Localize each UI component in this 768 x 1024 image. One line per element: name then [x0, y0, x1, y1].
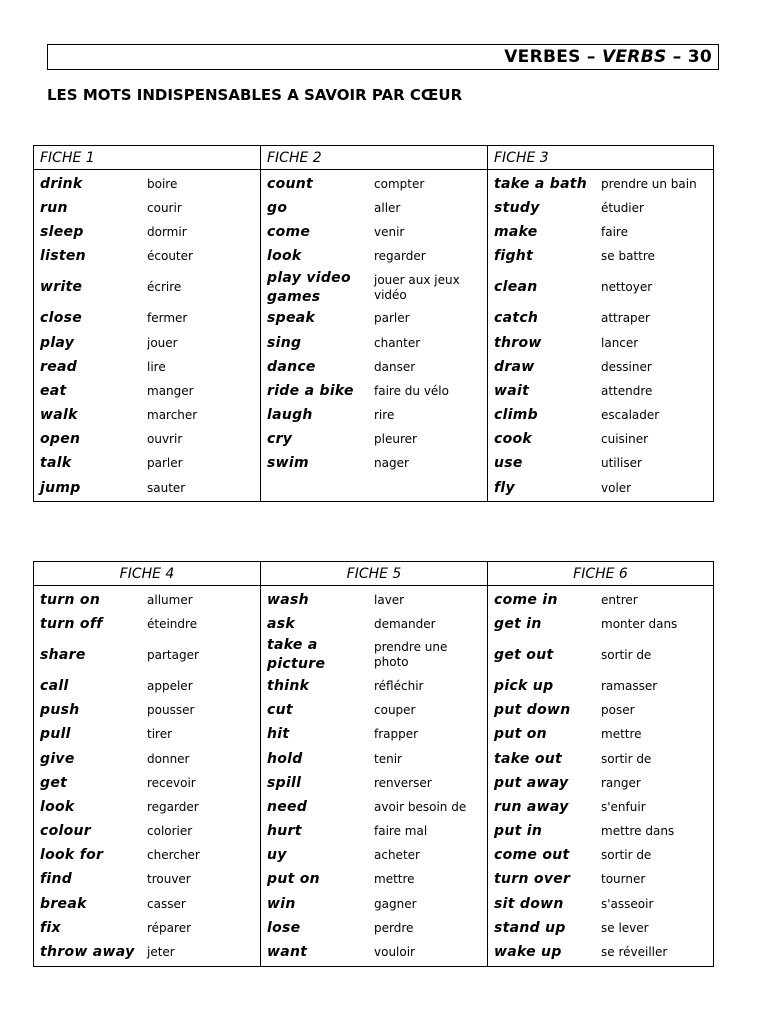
french-translation: faire — [601, 224, 628, 239]
english-verb: find — [40, 871, 73, 888]
french-translation: dormir — [147, 224, 187, 239]
french-translation: avoir besoin de — [374, 799, 467, 814]
vocab-row — [34, 331, 260, 355]
french-translation: aller — [374, 200, 401, 215]
vocab-row — [488, 747, 713, 771]
english-verb: pick up — [494, 677, 554, 694]
english-verb: call — [40, 677, 69, 694]
french-translation: prendre un bain — [601, 176, 697, 191]
english-verb: win — [267, 895, 296, 912]
vocab-row — [261, 196, 487, 220]
vocab-row — [261, 747, 487, 771]
english-verb: ask — [267, 615, 295, 632]
vocab-column — [34, 170, 261, 502]
english-verb: come in — [494, 591, 558, 608]
vocab-row — [261, 844, 487, 868]
vocab-row — [488, 844, 713, 868]
vocab-row — [488, 699, 713, 723]
vocab-row — [261, 379, 487, 403]
french-translation: sauter — [147, 480, 186, 495]
english-verb: look — [267, 248, 302, 265]
english-verb: jump — [40, 479, 81, 496]
french-translation: fermer — [147, 311, 188, 326]
french-translation: jouer — [147, 335, 178, 350]
english-verb: stand up — [494, 919, 566, 936]
vocab-row — [261, 699, 487, 723]
page-title-suffix: – 30 — [666, 47, 712, 67]
page-subtitle: LES MOTS INDISPENSABLES A SAVOIR PAR CŒUR — [47, 86, 463, 104]
vocab-row — [34, 892, 260, 916]
vocab-row — [488, 771, 713, 795]
english-verb: turn on — [40, 591, 101, 608]
english-verb: look for — [40, 847, 104, 864]
vocab-row — [34, 868, 260, 892]
vocab-row — [488, 820, 713, 844]
english-verb: write — [40, 279, 83, 296]
french-translation: attendre — [601, 383, 653, 398]
vocab-row — [261, 940, 487, 964]
english-verb: study — [494, 199, 540, 216]
english-verb: hold — [267, 750, 303, 767]
french-translation: sortir de — [601, 751, 652, 766]
french-translation: venir — [374, 224, 405, 239]
french-translation: poser — [601, 703, 635, 718]
french-translation: escalader — [601, 408, 660, 423]
vocab-row — [34, 844, 260, 868]
english-verb: take out — [494, 750, 562, 767]
french-translation: donner — [147, 751, 190, 766]
english-verb: ride a bike — [267, 382, 354, 399]
english-verb: wash — [267, 591, 309, 608]
french-translation: ramasser — [601, 678, 658, 693]
english-verb: push — [40, 702, 80, 719]
vocab-row — [488, 269, 713, 307]
vocab-row — [261, 355, 487, 379]
french-translation: écouter — [147, 249, 193, 264]
vocab-row — [261, 245, 487, 269]
vocab-row — [34, 940, 260, 964]
vocab-row — [261, 588, 487, 612]
french-translation: courir — [147, 200, 182, 215]
english-verb: throw away — [40, 944, 135, 961]
english-verb: turn over — [494, 871, 571, 888]
vocab-row — [488, 331, 713, 355]
french-translation: cuisiner — [601, 432, 649, 447]
vocab-row — [261, 404, 487, 428]
french-translation: rire — [374, 408, 395, 423]
column-header: FICHE 2 — [261, 146, 488, 170]
vocab-row — [488, 307, 713, 331]
french-translation: jeter — [147, 945, 175, 960]
french-translation: attraper — [601, 311, 650, 326]
french-translation: s'enfuir — [601, 799, 646, 814]
english-verb: swim — [267, 455, 309, 472]
vocab-row — [34, 795, 260, 819]
english-verb: go — [267, 199, 288, 216]
french-translation: éteindre — [147, 616, 198, 631]
english-verb: catch — [494, 310, 539, 327]
vocab-row — [488, 404, 713, 428]
vocab-row — [34, 747, 260, 771]
english-verb: sleep — [40, 223, 84, 240]
vocab-row — [34, 476, 260, 500]
french-translation: pousser — [147, 703, 195, 718]
vocab-row — [261, 172, 487, 196]
english-verb: play — [40, 334, 75, 351]
english-verb: eat — [40, 382, 67, 399]
vocab-row — [34, 404, 260, 428]
page-title-prefix: VERBES – — [504, 47, 602, 67]
english-verb: speak — [267, 310, 316, 327]
vocab-row — [488, 355, 713, 379]
french-translation: compter — [374, 176, 425, 191]
english-verb: spill — [267, 774, 302, 791]
english-verb: want — [267, 944, 308, 961]
english-verb: run — [40, 199, 68, 216]
vocab-row — [488, 588, 713, 612]
english-verb: put away — [494, 774, 569, 791]
vocab-row — [488, 476, 713, 500]
vocab-row — [488, 172, 713, 196]
french-translation: boire — [147, 176, 178, 191]
french-translation: regarder — [147, 799, 199, 814]
vocab-row — [488, 868, 713, 892]
french-translation: gagner — [374, 896, 417, 911]
french-translation: perdre — [374, 920, 414, 935]
english-verb: colour — [40, 823, 92, 840]
french-translation: tourner — [601, 872, 646, 887]
french-translation: ouvrir — [147, 432, 183, 447]
vocab-row — [488, 940, 713, 964]
vocab-row — [488, 674, 713, 698]
french-translation: partager — [147, 647, 199, 662]
english-verb: uy — [267, 847, 287, 864]
french-translation: vouloir — [374, 945, 415, 960]
vocab-row — [261, 331, 487, 355]
english-verb: play video games — [267, 269, 351, 305]
vocab-row — [261, 892, 487, 916]
english-verb: put on — [267, 871, 320, 888]
english-verb: come out — [494, 847, 570, 864]
french-translation: trouver — [147, 872, 191, 887]
french-translation: nager — [374, 456, 409, 471]
french-translation: jouer aux jeux vidéo — [374, 272, 460, 302]
vocab-row — [261, 795, 487, 819]
french-translation: écrire — [147, 280, 182, 295]
french-translation: utiliser — [601, 456, 642, 471]
french-translation: sortir de — [601, 647, 652, 662]
vocab-row — [261, 868, 487, 892]
vocab-row — [488, 723, 713, 747]
column-header: FICHE 6 — [488, 562, 714, 586]
english-verb: take a bath — [494, 175, 588, 192]
english-verb: close — [40, 310, 83, 327]
english-verb: need — [267, 798, 308, 815]
english-verb: count — [267, 175, 314, 192]
french-translation: faire du vélo — [374, 383, 449, 398]
french-translation: parler — [147, 456, 183, 471]
french-translation: recevoir — [147, 775, 196, 790]
english-verb: share — [40, 646, 86, 663]
french-translation: réparer — [147, 920, 192, 935]
column-header: FICHE 3 — [488, 146, 714, 170]
english-verb: pull — [40, 726, 71, 743]
french-translation: mettre — [601, 727, 642, 742]
french-translation: laver — [374, 592, 405, 607]
french-translation: chanter — [374, 335, 421, 350]
english-verb: wait — [494, 382, 530, 399]
english-verb: draw — [494, 358, 535, 375]
french-translation: sortir de — [601, 848, 652, 863]
english-verb: throw — [494, 334, 542, 351]
french-translation: s'asseoir — [601, 896, 654, 911]
vocab-row — [34, 245, 260, 269]
vocab-row — [34, 771, 260, 795]
vocab-row — [261, 916, 487, 940]
french-translation: nettoyer — [601, 280, 653, 295]
vocab-row — [261, 612, 487, 636]
french-translation: frapper — [374, 727, 419, 742]
english-verb: hurt — [267, 823, 302, 840]
french-translation: lire — [147, 359, 166, 374]
english-verb: put on — [494, 726, 547, 743]
french-translation: colorier — [147, 824, 193, 839]
vocab-row — [34, 820, 260, 844]
vocab-row — [488, 220, 713, 244]
vocab-row — [261, 636, 487, 674]
french-translation: appeler — [147, 678, 193, 693]
french-translation: voler — [601, 480, 632, 495]
column-header: FICHE 1 — [34, 146, 261, 170]
vocab-row — [261, 771, 487, 795]
french-translation: tirer — [147, 727, 173, 742]
english-verb: listen — [40, 248, 86, 265]
vocab-row — [488, 612, 713, 636]
english-verb: lose — [267, 919, 301, 936]
english-verb: fight — [494, 248, 534, 265]
french-translation: se lever — [601, 920, 649, 935]
french-translation: chercher — [147, 848, 200, 863]
english-verb: get out — [494, 646, 554, 663]
french-translation: allumer — [147, 592, 193, 607]
page-header-box — [47, 44, 719, 70]
column-header: FICHE 5 — [261, 562, 488, 586]
vocab-row — [488, 636, 713, 674]
english-verb: think — [267, 677, 310, 694]
french-translation: renverser — [374, 775, 432, 790]
vocab-row — [34, 723, 260, 747]
french-translation: lancer — [601, 335, 639, 350]
english-verb: give — [40, 750, 75, 767]
french-translation: dessiner — [601, 359, 652, 374]
vocab-column — [488, 586, 714, 967]
vocab-row — [34, 636, 260, 674]
vocab-row — [261, 269, 487, 307]
vocab-row — [34, 588, 260, 612]
vocab-row — [261, 723, 487, 747]
english-verb: talk — [40, 455, 72, 472]
vocab-row — [34, 379, 260, 403]
vocab-row — [34, 428, 260, 452]
vocab-row — [261, 674, 487, 698]
vocab-row — [488, 892, 713, 916]
french-translation: couper — [374, 703, 416, 718]
english-verb: make — [494, 223, 538, 240]
french-translation: regarder — [374, 249, 426, 264]
vocab-row — [34, 196, 260, 220]
vocab-row — [34, 355, 260, 379]
english-verb: hit — [267, 726, 290, 743]
english-verb: turn off — [40, 615, 103, 632]
english-verb: cut — [267, 702, 293, 719]
english-verb: cry — [267, 431, 293, 448]
vocab-row — [34, 172, 260, 196]
french-translation: parler — [374, 311, 410, 326]
french-translation: entrer — [601, 592, 638, 607]
english-verb: take a picture — [267, 637, 326, 673]
vocab-row — [488, 452, 713, 476]
english-verb: break — [40, 895, 87, 912]
vocab-row — [34, 307, 260, 331]
english-verb: fix — [40, 919, 61, 936]
french-translation: mettre dans — [601, 824, 675, 839]
french-translation: ranger — [601, 775, 641, 790]
english-verb: get in — [494, 615, 542, 632]
english-verb: put down — [494, 702, 571, 719]
french-translation: étudier — [601, 200, 644, 215]
vocab-row — [34, 269, 260, 307]
french-translation: demander — [374, 616, 436, 631]
vocab-table-1 — [33, 145, 714, 502]
column-header: FICHE 4 — [34, 562, 261, 586]
vocab-table-2 — [33, 561, 714, 967]
french-translation: marcher — [147, 408, 198, 423]
english-verb: clean — [494, 279, 538, 296]
vocab-row — [34, 612, 260, 636]
english-verb: sing — [267, 334, 302, 351]
french-translation: manger — [147, 383, 194, 398]
french-translation: tenir — [374, 751, 402, 766]
vocab-row — [34, 674, 260, 698]
french-translation: acheter — [374, 848, 420, 863]
french-translation: mettre — [374, 872, 415, 887]
english-verb: climb — [494, 407, 539, 424]
french-translation: faire mal — [374, 824, 428, 839]
english-verb: wake up — [494, 944, 562, 961]
english-verb: use — [494, 455, 523, 472]
vocab-row — [34, 220, 260, 244]
french-translation: se réveiller — [601, 945, 668, 960]
vocab-row — [488, 196, 713, 220]
vocab-row — [261, 452, 487, 476]
english-verb: sit down — [494, 895, 564, 912]
french-translation: se battre — [601, 249, 655, 264]
vocab-column — [261, 586, 488, 967]
english-verb: walk — [40, 407, 78, 424]
english-verb: get — [40, 774, 68, 791]
english-verb: put in — [494, 823, 543, 840]
english-verb: cook — [494, 431, 533, 448]
vocab-row — [261, 220, 487, 244]
english-verb: open — [40, 431, 81, 448]
vocab-row — [261, 820, 487, 844]
french-translation: monter dans — [601, 616, 678, 631]
english-verb: run away — [494, 798, 569, 815]
vocab-row — [488, 916, 713, 940]
vocab-row — [488, 428, 713, 452]
vocab-row — [261, 307, 487, 331]
french-translation: danser — [374, 359, 416, 374]
vocab-row — [261, 428, 487, 452]
page-title — [504, 47, 712, 67]
french-translation: prendre une photo — [374, 640, 448, 670]
vocab-column — [261, 170, 488, 502]
vocab-row — [34, 699, 260, 723]
english-verb: drink — [40, 175, 83, 192]
vocab-row — [488, 245, 713, 269]
vocab-row — [34, 916, 260, 940]
french-translation: casser — [147, 896, 186, 911]
vocab-row — [488, 795, 713, 819]
vocab-row — [34, 452, 260, 476]
english-verb: read — [40, 358, 78, 375]
english-verb: fly — [494, 479, 515, 496]
english-verb: come — [267, 223, 311, 240]
page-title-italic: VERBS — [601, 47, 667, 67]
vocab-column — [34, 586, 261, 967]
english-verb: laugh — [267, 407, 313, 424]
vocab-column — [488, 170, 714, 502]
french-translation: réfléchir — [374, 678, 424, 693]
vocab-row — [488, 379, 713, 403]
french-translation: pleurer — [374, 432, 417, 447]
english-verb: look — [40, 798, 75, 815]
english-verb: dance — [267, 358, 316, 375]
